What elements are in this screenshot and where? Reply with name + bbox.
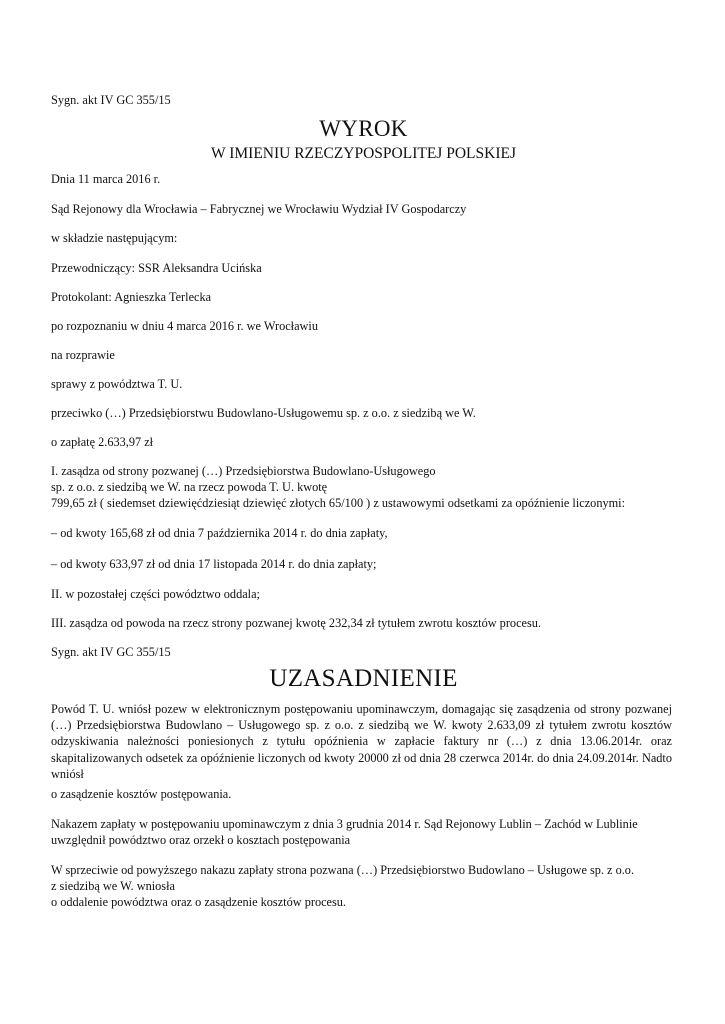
justification-paragraph-2: [51, 816, 638, 848]
paragraph-3-line: W sprzeciwie od powyższego nakazu zapłaty strona pozwana (…) Przedsiębiorstwo Budowlano – Usługowe sp. z o.o.: [51, 863, 635, 877]
document-title: WYROK: [319, 116, 408, 141]
ruling-1-line: I. zasądza od strony pozwanej (…) Przedsiębiorstwa Budowlano-Usługowego: [51, 464, 436, 478]
composition-intro: w składzie następującym:: [51, 231, 178, 245]
document-subtitle: W IMIENIU RZECZYPOSPOLITEJ POLSKIEJ: [211, 145, 516, 162]
judgment-date: Dnia 11 marca 2016 r.: [51, 172, 161, 186]
hearing-type: na rozprawie: [51, 348, 115, 362]
claim-amount: o zapłatę 2.633,97 zł: [51, 435, 154, 449]
justification-paragraph-1-end: o zasądzenie kosztów postępowania.: [51, 787, 232, 801]
hearing-info: po rozpoznaniu w dniu 4 marca 2016 r. we Wrocławiu: [51, 319, 319, 333]
ruling-point-3: III. zasądza od powoda na rzecz strony pozwanej kwotę 232,34 zł tytułem zwrotu kosztów procesu.: [51, 616, 542, 630]
ruling-1-line: sp. z o.o. z siedzibą we W. na rzecz powoda T. U. kwotę: [51, 480, 328, 495]
justification-paragraph-3: [51, 862, 634, 911]
paragraph-3-line: o oddalenie powództwa oraz o zasądzenie kosztów procesu.: [51, 895, 347, 910]
justification-title: UZASADNIENIE: [269, 665, 458, 692]
paragraph-2-line: Nakazem zapłaty w postępowaniu upominawczym z dnia 3 grudnia 2014 r. Sąd Rejonowy Lublin – Zachód w Lublinie: [51, 817, 638, 831]
case-plaintiff: sprawy z powództwa T. U.: [51, 377, 183, 391]
case-number-top: Sygn. akt IV GC 355/15: [51, 93, 171, 107]
case-number-bottom: Sygn. akt IV GC 355/15: [51, 645, 171, 659]
interest-line-1: – od kwoty 165,68 zł od dnia 7 października 2014 r. do dnia zapłaty,: [51, 526, 388, 540]
paragraph-2-line: uwzględnił powództwo oraz orzekł o kosztach postępowania: [51, 833, 351, 848]
interest-line-2: – od kwoty 633,97 zł od dnia 17 listopada 2014 r. do dnia zapłaty;: [51, 557, 377, 571]
court-clerk: Protokolant: Agnieszka Terlecka: [51, 290, 212, 304]
paragraph-3-line: z siedzibą we W. wniosła: [51, 879, 175, 894]
court-name: Sąd Rejonowy dla Wrocławia – Fabrycznej we Wrocławiu Wydział IV Gospodarczy: [51, 202, 467, 216]
justification-paragraph-1: Powód T. U. wniósł pozew w elektronicznym postępowaniu upominawczym, domagając się zasądzenia od strony pozwanej (…) Przedsiębiorstwa Budowlano – Usługowego sp. z o.o. z siedzibą we W. kwoty 2.633,09 zł tytułem zwrotu kosztów odzyskiwania należności poniesionych z tytułu opóźnienia w zapłacie faktury nr (…) z dnia 13.06.2014r. oraz skapitalizowanych odsetek za opóźnienie liczonych od kwoty 20000 zł od dnia 28 czerwca 2014r. do dnia 24.09.2014r. Nadto wniósł: [51, 702, 672, 781]
case-defendant: przeciwko (…) Przedsiębiorstwu Budowlano-Usługowemu sp. z o.o. z siedzibą we W.: [51, 406, 476, 420]
ruling-point-1: [51, 463, 625, 512]
presiding-judge: Przewodniczący: SSR Aleksandra Ucińska: [51, 261, 262, 275]
ruling-point-2: II. w pozostałej części powództwo oddala;: [51, 587, 260, 601]
ruling-1-line: 799,65 zł ( siedemset dziewięćdziesiąt dziewięć złotych 65/100 ) z ustawowymi odsetkami za opóźnienie liczonymi:: [51, 496, 626, 511]
